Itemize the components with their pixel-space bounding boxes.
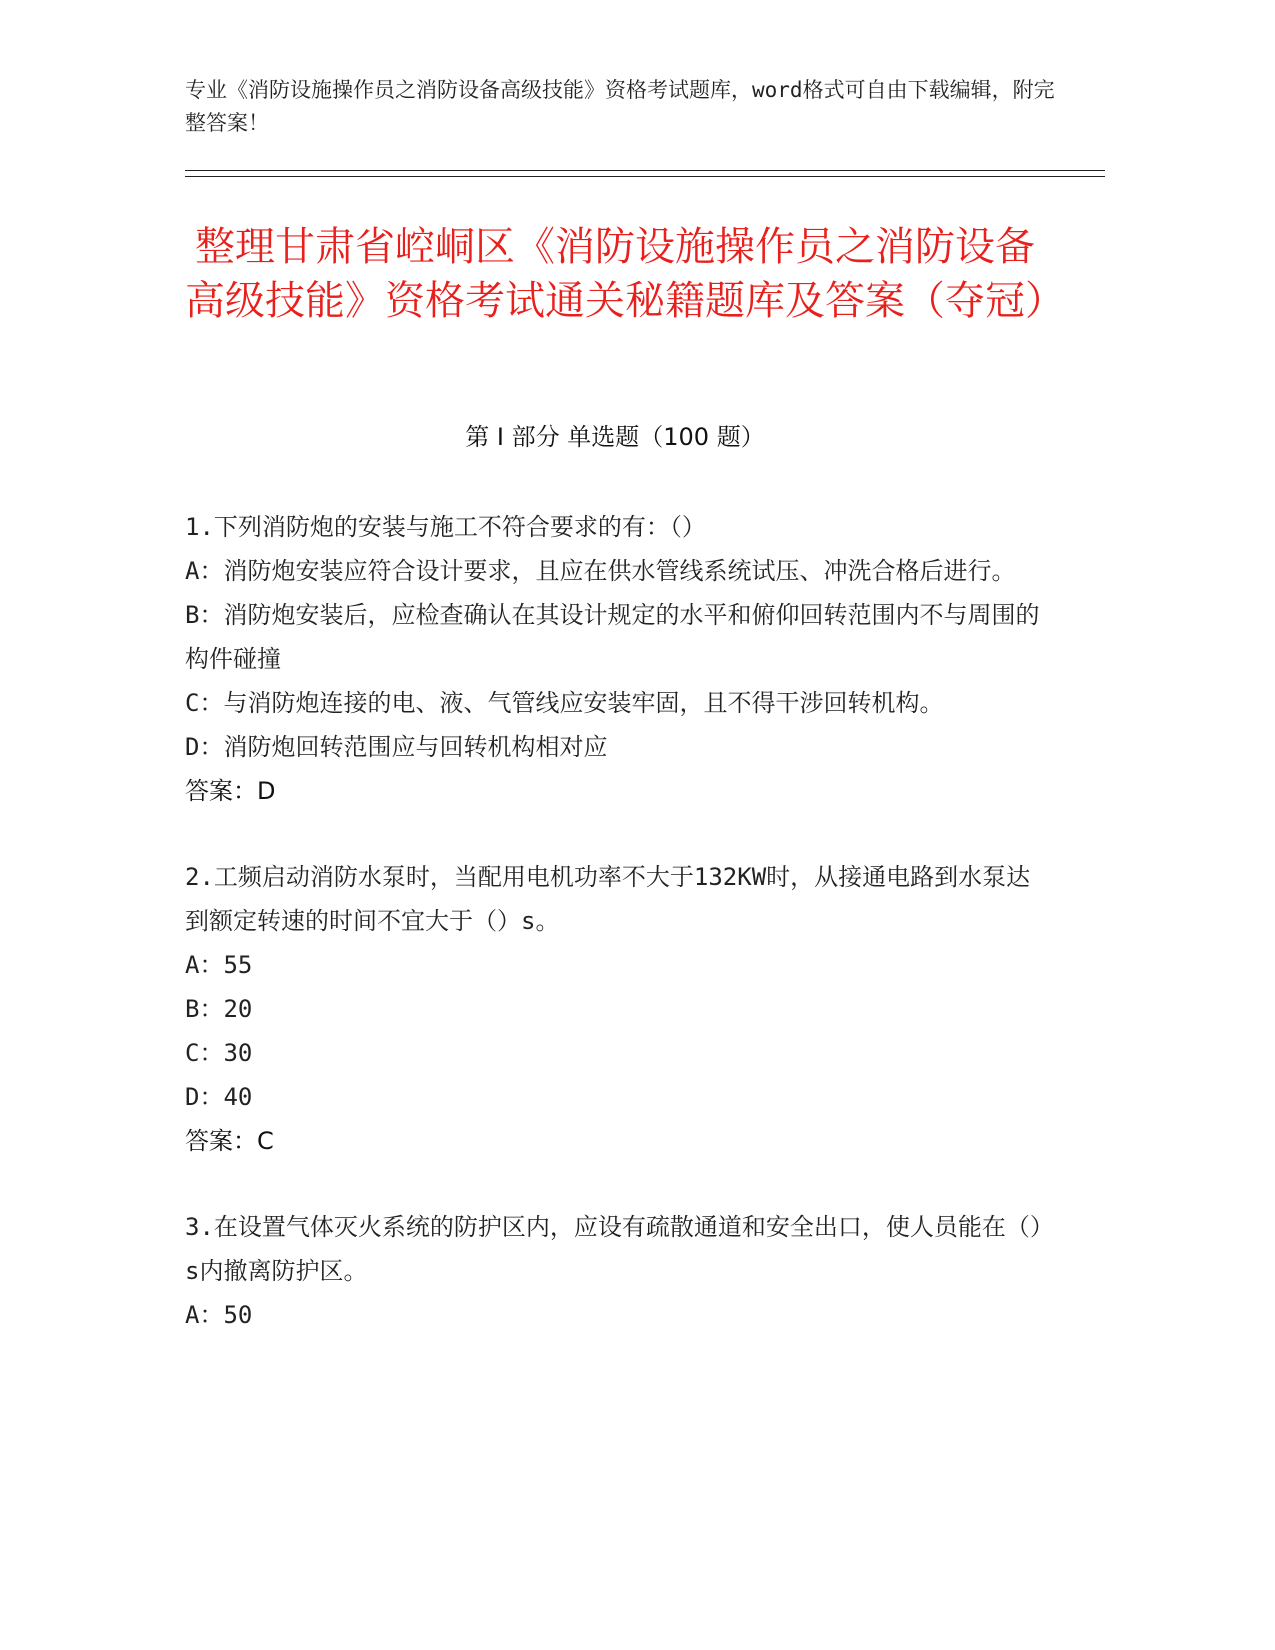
question-3: [185, 1205, 1045, 1337]
question-stem: 1.下列消防炮的安装与施工不符合要求的有：（）: [185, 513, 706, 541]
option-a: A：50: [185, 1301, 253, 1329]
option-c: C：与消防炮连接的电、液、气管线应安装牢固，且不得干涉回转机构。: [185, 689, 944, 717]
option-b: B：消防炮安装后，应检查确认在其设计规定的水平和俯仰回转范围内不与周围的构件碰撞: [185, 601, 1040, 673]
answer-line: 答案：D: [185, 777, 276, 805]
header-note: 专业《消防设施操作员之消防设备高级技能》资格考试题库，word格式可自由下载编辑，附完整答案！: [185, 78, 1055, 135]
question-list: [185, 505, 1045, 1379]
question-1: [185, 505, 1045, 813]
question-stem: 3.在设置气体灭火系统的防护区内，应设有疏散通道和安全出口，使人员能在（）s内撤离防护区。: [185, 1213, 1042, 1285]
option-d: D：消防炮回转范围应与回转机构相对应: [185, 733, 608, 761]
option-b: B：20: [185, 995, 253, 1023]
option-d: D：40: [185, 1083, 253, 1111]
answer-line: 答案：C: [185, 1127, 274, 1155]
header-rule-bottom: [185, 176, 1105, 177]
document-title: 整理甘肃省崆峒区《消防设施操作员之消防设备高级技能》资格考试通关秘籍题库及答案（夺冠）: [185, 224, 1065, 324]
question-2: [185, 855, 1045, 1163]
header-rule-top: [185, 170, 1105, 171]
option-a: A：55: [185, 951, 253, 979]
document-page: [185, 0, 1105, 1650]
option-a: A：消防炮安装应符合设计要求，且应在供水管线系统试压、冲洗合格后进行。: [185, 557, 1016, 585]
question-stem: 2.工频启动消防水泵时，当配用电机功率不大于132KW时，从接通电路到水泵达到额定转速的时间不宜大于（）s。: [185, 863, 1031, 935]
option-c: C：30: [185, 1039, 253, 1067]
section-heading: 第 I 部分 单选题（100 题）: [465, 423, 765, 451]
